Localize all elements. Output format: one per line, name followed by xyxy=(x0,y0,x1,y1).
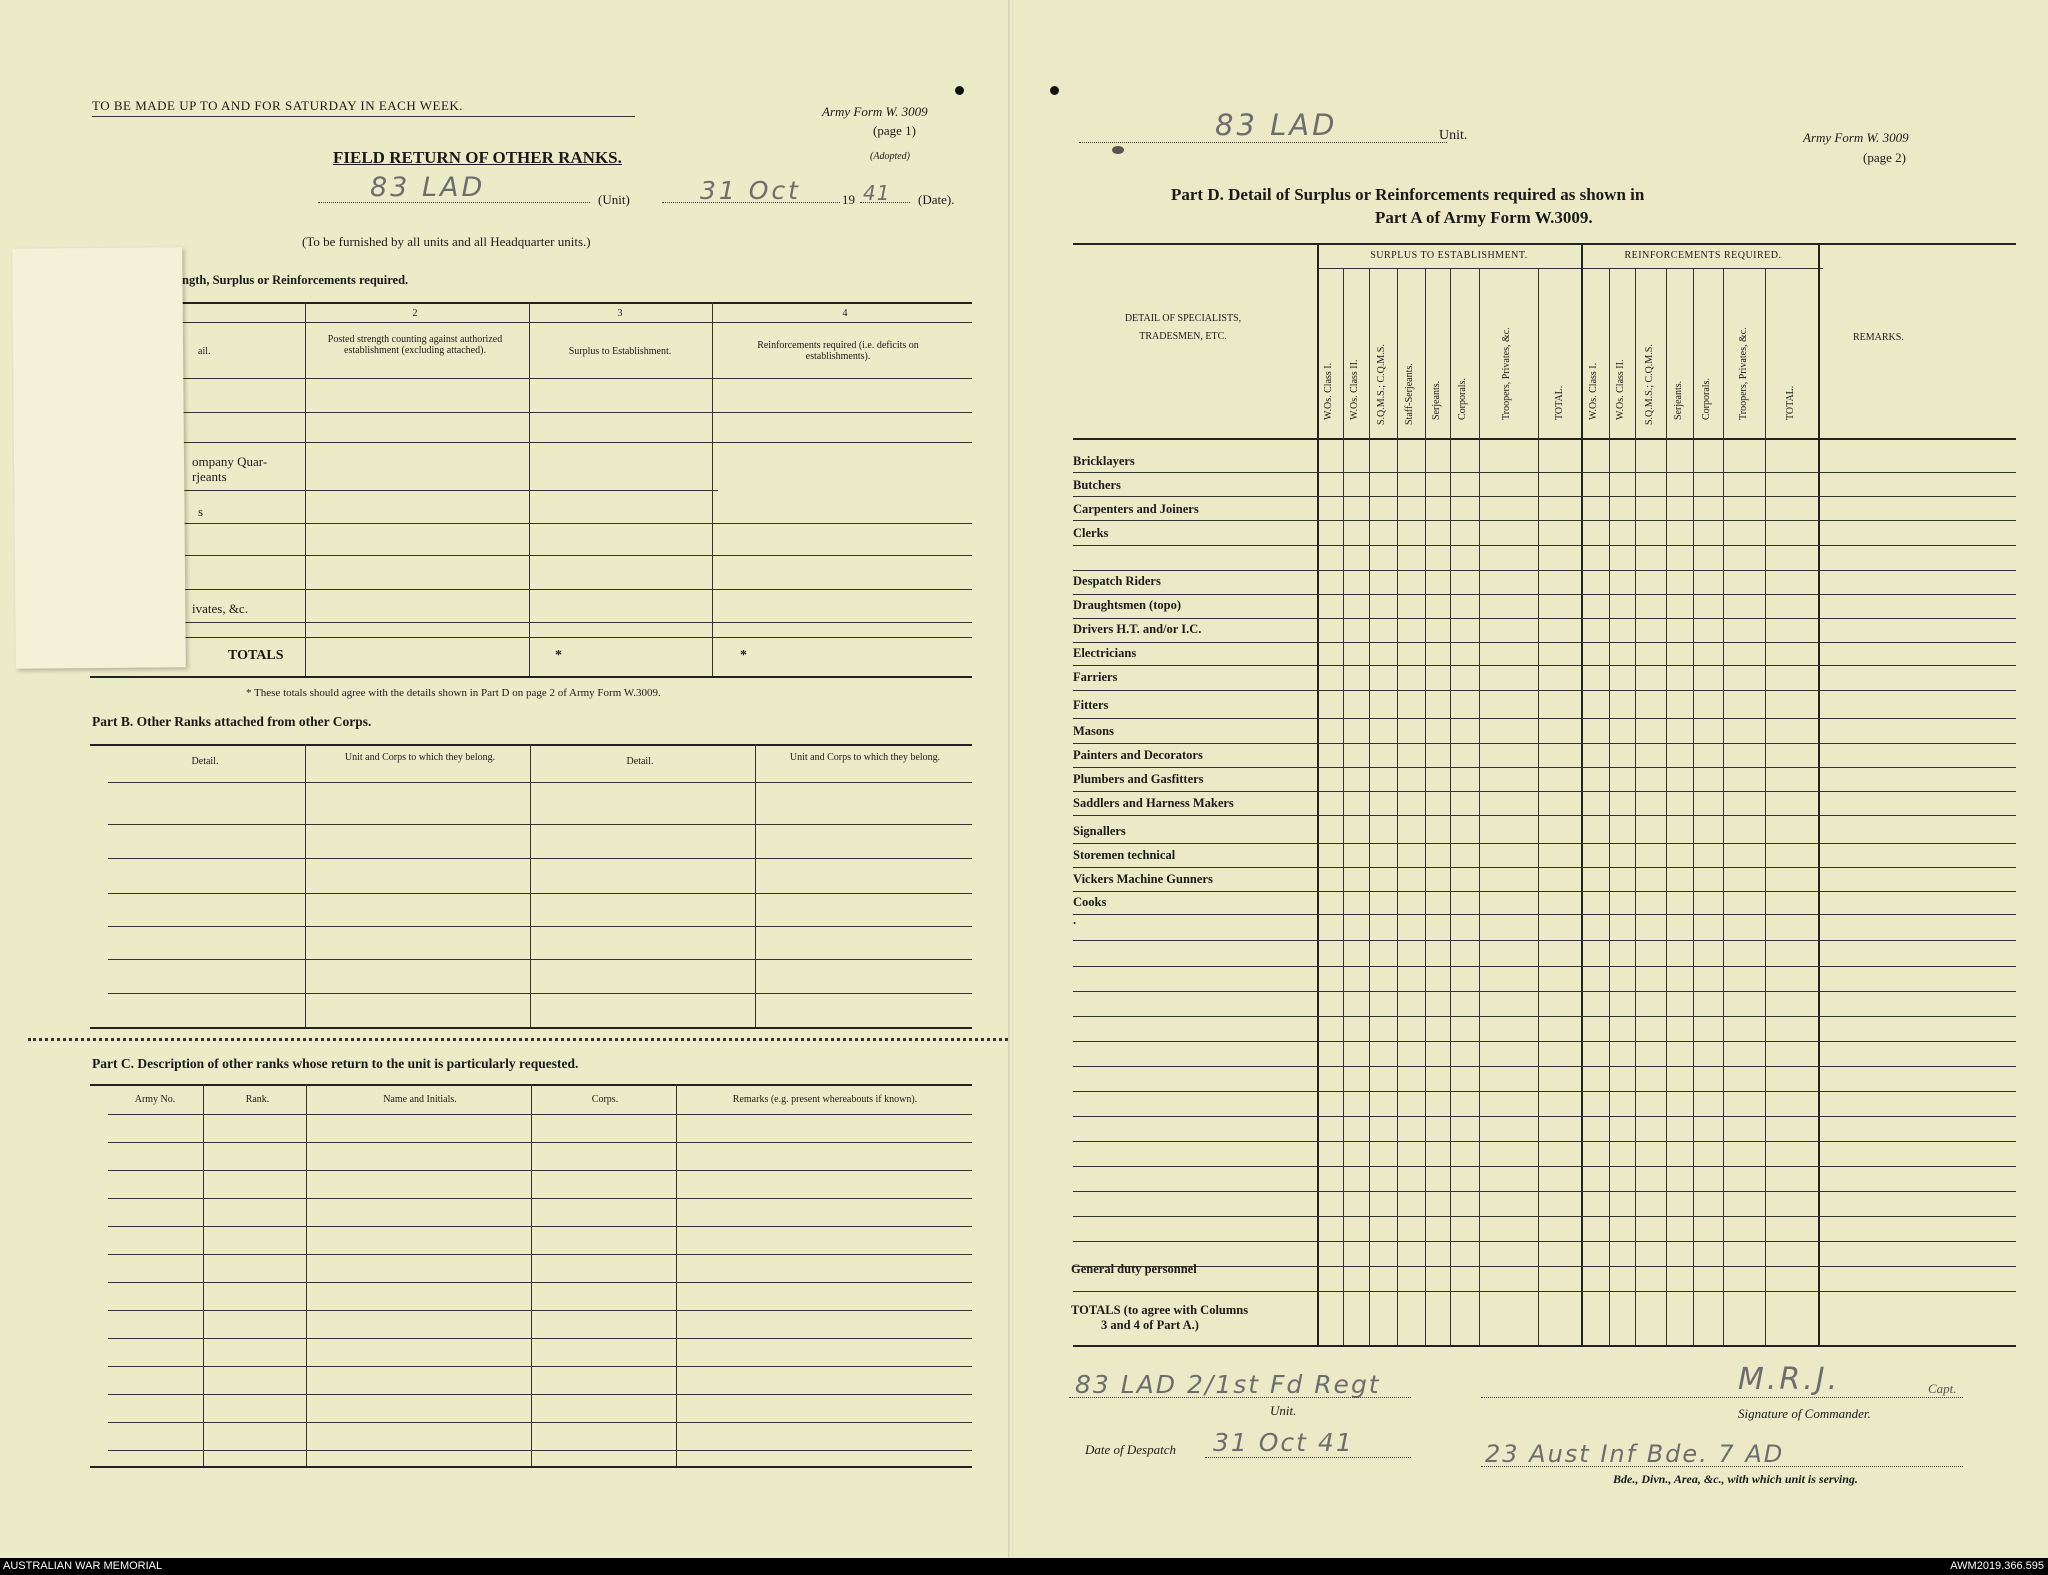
trade-row-label: Despatch Riders xyxy=(1073,574,1161,588)
year-printed: 19 xyxy=(842,192,855,207)
form-page-1 xyxy=(0,0,1013,1558)
trade-row-label: Carpenters and Joiners xyxy=(1073,502,1199,516)
unit-label-right: Unit. xyxy=(1439,128,1468,143)
col1-fragment: ail. xyxy=(198,346,211,357)
trade-row-label: Signallers xyxy=(1073,824,1126,838)
perforation-line xyxy=(28,1038,1008,1041)
date-of-despatch-label: Date of Despatch xyxy=(1085,1442,1176,1457)
unit-label: (Unit) xyxy=(598,192,630,207)
reinf-col-header: W.Os. Class I. xyxy=(1588,362,1599,420)
unit-signature-handwritten: 83 LAD 2/1st Fd Regt xyxy=(1075,1370,1381,1399)
remarks-header: REMARKS. xyxy=(1853,332,1904,343)
footer-archive-name: AUSTRALIAN WAR MEMORIAL xyxy=(3,1560,163,1572)
trade-row-label: Vickers Machine Gunners xyxy=(1073,872,1213,886)
trade-row-label: Butchers xyxy=(1073,478,1121,492)
trade-row-label: Clerks xyxy=(1073,526,1109,540)
surplus-col-header: Staff-Serjeants. xyxy=(1404,363,1415,425)
unit-signature-label: Unit. xyxy=(1270,1403,1297,1418)
trade-row-label: Storemen technical xyxy=(1073,848,1176,862)
trade-row-label: Cooks xyxy=(1073,895,1107,909)
col-number: 4 xyxy=(842,308,848,319)
col-number: 2 xyxy=(412,308,418,319)
totals-label-right-2: 3 and 4 of Part A.) xyxy=(1101,1318,1199,1332)
footer-record-id: AWM2019.366.595 xyxy=(1950,1560,2044,1572)
row-fragment: s xyxy=(198,504,204,519)
part-b-header: Detail. xyxy=(626,756,654,767)
year-handwritten: 41 xyxy=(863,181,891,205)
row-fragment: rjeants xyxy=(192,469,227,484)
col3-header: Surplus to Establishment. xyxy=(568,346,672,357)
surplus-col-header: Serjeants. xyxy=(1431,380,1442,420)
part-a-title: ngth, Surplus or Reinforcements required. xyxy=(182,273,409,287)
reinf-col-header: Serjeants. xyxy=(1673,380,1684,420)
part-d-title-line2: Part A of Army Form W.3009. xyxy=(1375,208,1593,227)
reinf-col-header: S.Q.M.S.; C.Q.M.S. xyxy=(1644,344,1655,425)
reinforcements-header: REINFORCEMENTS REQUIRED. xyxy=(1624,250,1782,261)
surplus-col-header: TOTAL. xyxy=(1554,385,1565,420)
punch-mark xyxy=(955,86,964,95)
col4-header: Reinforcements required (i.e. deficits on establishments). xyxy=(757,340,919,362)
part-c-title: Part C. Description of other ranks whose return to the unit is particularly requested. xyxy=(92,1056,579,1071)
reinf-col-header: TOTAL. xyxy=(1785,385,1796,420)
trade-row-label: Saddlers and Harness Makers xyxy=(1073,796,1234,810)
capt-label: Capt. xyxy=(1928,1381,1957,1396)
trade-row-label: Farriers xyxy=(1073,670,1118,684)
brigade-label: Bde., Divn., Area, &c., with which unit is serving. xyxy=(1613,1472,1858,1486)
signature-of-commander-label: Signature of Commander. xyxy=(1738,1406,1871,1421)
totals-mark: * xyxy=(740,648,747,663)
weekly-instruction: TO BE MADE UP TO AND FOR SATURDAY IN EACH WEEK. xyxy=(92,98,464,113)
trade-row-label: Plumbers and Gasfitters xyxy=(1073,772,1204,786)
pasted-paper-slip xyxy=(12,247,186,668)
archive-footer xyxy=(0,1558,2048,1575)
page-number: (page 1) xyxy=(873,123,916,138)
surplus-col-header: W.Os. Class I. xyxy=(1323,362,1334,420)
part-c-header: Name and Initials. xyxy=(383,1094,457,1105)
part-c-header: Army No. xyxy=(134,1094,176,1105)
totals-label: TOTALS xyxy=(228,648,284,663)
punch-mark xyxy=(1050,86,1059,95)
despatch-date-handwritten: 31 Oct 41 xyxy=(1213,1428,1354,1457)
trade-row-label: Drivers H.T. and/or I.C. xyxy=(1073,622,1202,636)
part-b-header: Unit and Corps to which they belong. xyxy=(789,752,941,763)
part-c-header: Remarks (e.g. present whereabouts if known). xyxy=(732,1094,918,1105)
trade-row-label: Draughtsmen (topo) xyxy=(1073,598,1181,612)
trade-row-label: Painters and Decorators xyxy=(1073,748,1203,762)
part-b-title: Part B. Other Ranks attached from other Corps. xyxy=(92,714,372,729)
page-number-right: (page 2) xyxy=(1863,150,1906,165)
col-number: 3 xyxy=(617,308,623,319)
col2-header: Posted strength counting against authorized establishment (excluding attached). xyxy=(327,334,503,356)
trade-row-label: Electricians xyxy=(1073,646,1137,660)
part-a-footnote: * These totals should agree with the details shown in Part D on page 2 of Army Form W.3009. xyxy=(246,687,661,699)
surplus-col-header: Troopers, Privates, &c. xyxy=(1501,327,1512,420)
trade-row-label: Masons xyxy=(1073,724,1114,738)
unit-handwritten: 83 LAD xyxy=(370,172,486,203)
surplus-col-header: Corporals. xyxy=(1457,378,1468,420)
date-label: (Date). xyxy=(918,192,955,207)
part-d-title-line1: Part D. Detail of Surplus or Reinforcements required as shown in xyxy=(1171,185,1645,204)
trade-row-label: . xyxy=(1073,913,1077,927)
part-c-header: Corps. xyxy=(591,1094,619,1105)
part-b-header: Detail. xyxy=(191,756,219,767)
reinf-col-header: Corporals. xyxy=(1701,378,1712,420)
row-fragment: ivates, &c. xyxy=(192,601,248,616)
army-form-label-right: Army Form W. 3009 xyxy=(1803,130,1909,145)
surplus-header: SURPLUS TO ESTABLISHMENT. xyxy=(1370,250,1528,261)
totals-label-right: TOTALS (to agree with Columns xyxy=(1071,1303,1249,1317)
surplus-col-header: S.Q.M.S.; C.Q.M.S. xyxy=(1376,344,1387,425)
furnish-note: (To be furnished by all units and all Headquarter units.) xyxy=(302,234,591,249)
trade-row-label: Bricklayers xyxy=(1073,454,1135,468)
punch-mark xyxy=(1112,146,1124,154)
form-title: FIELD RETURN OF OTHER RANKS. xyxy=(333,148,622,167)
surplus-col-header: W.Os. Class II. xyxy=(1349,359,1360,420)
date-handwritten: 31 Oct xyxy=(700,176,801,205)
form-page-2 xyxy=(1013,0,2048,1558)
general-duty-label: General duty personnel xyxy=(1071,1262,1197,1276)
reinf-col-header: Troopers, Privates, &c. xyxy=(1738,327,1749,420)
brigade-handwritten: 23 Aust Inf Bde. 7 AD xyxy=(1485,1440,1785,1468)
unit-handwritten-right: 83 LAD xyxy=(1215,108,1338,142)
adopted-label: (Adopted) xyxy=(870,151,910,162)
commander-signature-handwritten: M.R.J. xyxy=(1738,1362,1841,1397)
totals-mark: * xyxy=(555,648,562,663)
detail-header: DETAIL OF SPECIALISTS, TRADESMEN, ETC. xyxy=(1124,313,1242,342)
trade-row-label: Fitters xyxy=(1073,698,1109,712)
row-fragment: ompany Quar- xyxy=(192,454,268,469)
part-b-header: Unit and Corps to which they belong. xyxy=(344,752,496,763)
army-form-label: Army Form W. 3009 xyxy=(822,104,928,119)
reinf-col-header: W.Os. Class II. xyxy=(1615,359,1626,420)
part-c-header: Rank. xyxy=(245,1094,270,1105)
